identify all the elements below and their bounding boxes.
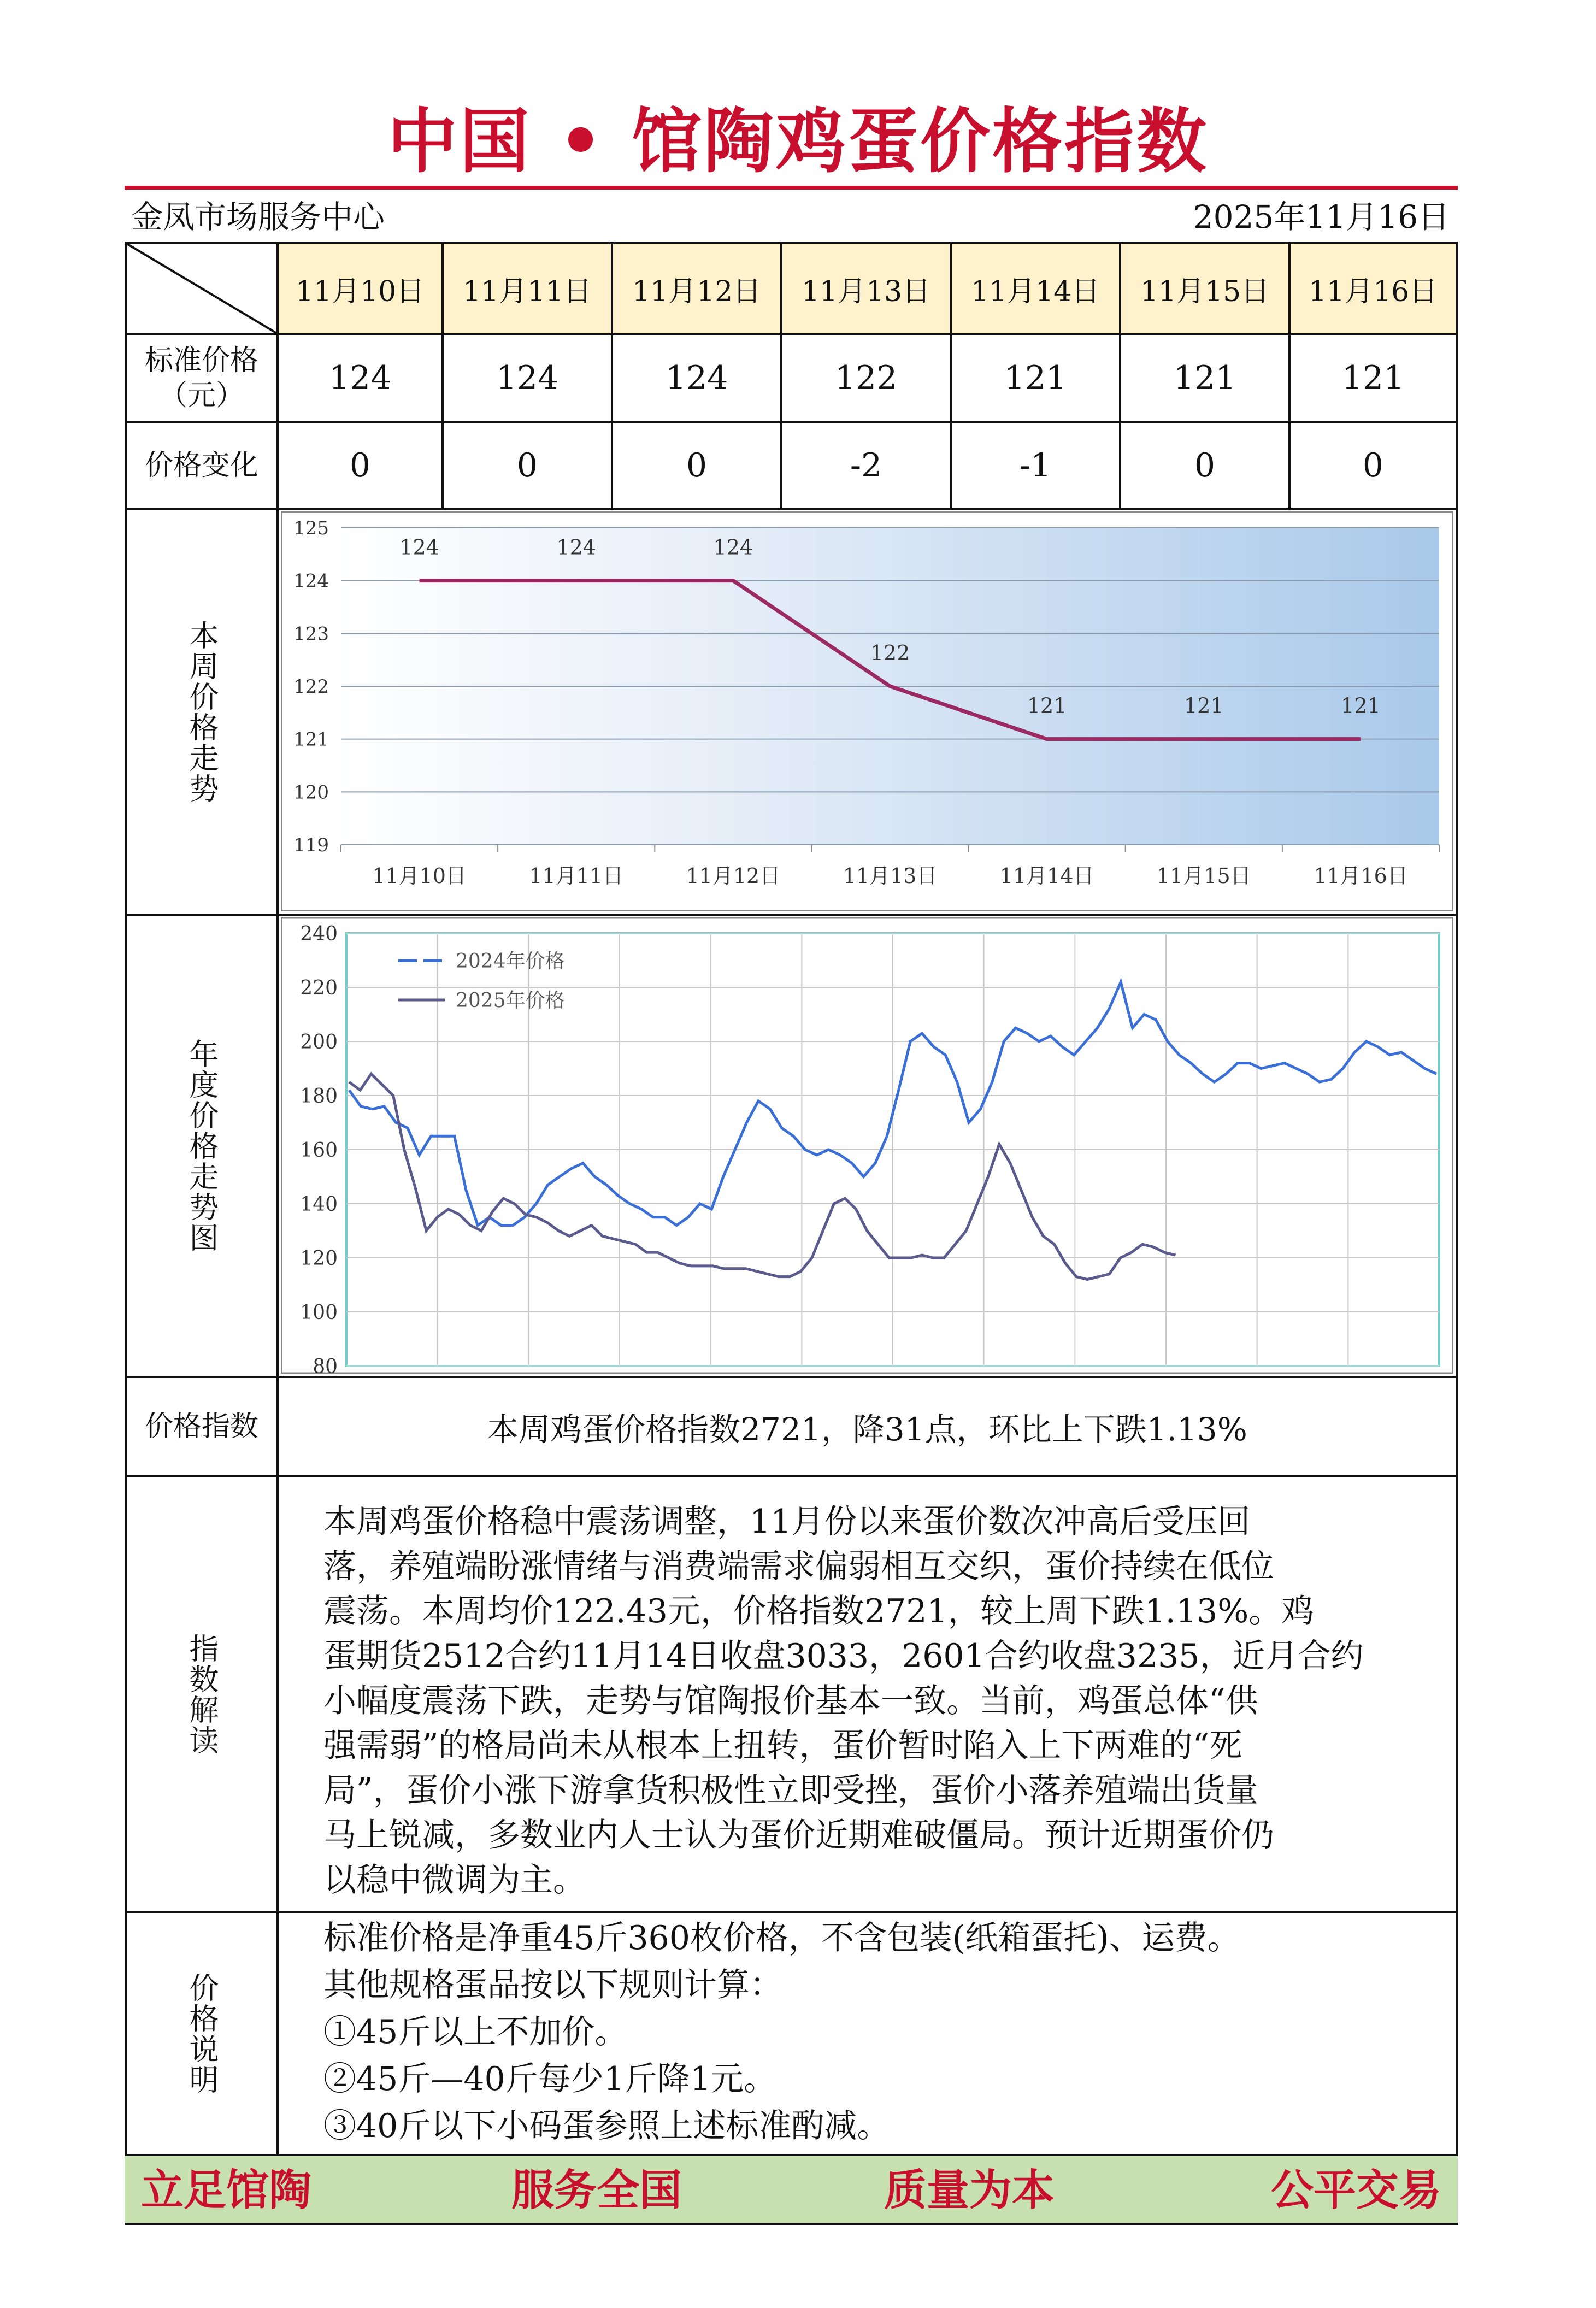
data-label: 121 [1027,693,1067,718]
price-value: 124 [665,359,728,397]
row-divider [125,914,1458,916]
price-value: 121 [1173,359,1236,397]
change-value: 0 [686,446,708,485]
text-line: 标准价格是净重45斤360枚价格，不含包装(纸箱蛋托)、运费。 [323,1919,1240,1957]
corner-diagonal [127,244,279,334]
data-label: 124 [399,535,439,560]
row-divider [125,1911,1458,1913]
x-tick-label: 11月14日 [999,864,1094,888]
change-value: 0 [1362,446,1384,485]
change-label: 价格变化 [144,449,258,482]
weekly-price-chart [281,511,1453,911]
text-line: 强需弱”的格局尚未从根本上扭转，蛋价暂时陷入上下两难的“死 [323,1727,1242,1765]
data-label: 124 [713,535,753,560]
y-tick-label: 220 [300,977,338,999]
data-label: 124 [556,535,596,560]
text-line: 蛋期货2512合约11月14日收盘3033，2601合约收盘3235，近月合约 [323,1637,1364,1675]
y-tick-label: 140 [300,1193,338,1216]
y-tick-label: 120 [293,781,329,804]
legend-label: 2025年价格 [456,990,565,1012]
label-column-divider [276,242,279,2154]
y-tick-label: 180 [300,1085,338,1108]
y-tick-label: 125 [293,517,329,539]
source-name: 金凤市场服务中心 [131,198,385,235]
slogan: 公平交易 [1270,2166,1441,2215]
x-tick-label: 11月10日 [372,864,467,888]
index-label: 价格指数 [144,1410,258,1443]
text-line: 马上锐减，多数业内人士认为蛋价近期难破僵局。预计近期蛋价仍 [323,1816,1274,1854]
date-cell: 11月14日 [970,275,1100,308]
y-tick-label: 100 [300,1302,338,1324]
yearly-price-chart [281,917,1453,1374]
footer-slogans [125,2154,1458,2225]
text-line: 本周鸡蛋价格稳中震荡调整，11月份以来蛋价数次冲高后受压回 [323,1503,1251,1541]
date-cell: 11月11日 [462,275,592,308]
price-value: 121 [1341,359,1405,397]
y-tick-label: 160 [300,1139,338,1162]
text-line: 以稳中微调为主。 [323,1861,586,1899]
row-divider [125,1475,1458,1477]
date-cell: 11月16日 [1308,275,1438,308]
weekly-trend-label: 本周价格走势 [185,620,219,804]
x-tick-label: 11月11日 [529,864,624,888]
date-cell: 11月12日 [632,275,762,308]
price-label: 标准价格（元） [144,344,258,412]
y-tick-label: 80 [313,1356,338,1374]
text-line: 其他规格蛋品按以下规则计算： [323,1966,782,2004]
text-line: ②45斤—40斤每少1斤降1元。 [323,2060,777,2098]
text-line: 局”，蛋价小涨下游拿货积极性立即受挫，蛋价小落养殖端出货量 [323,1771,1258,1810]
analysis-text [323,1499,1438,1903]
price-value: 124 [496,359,559,397]
slogan: 质量为本 [884,2166,1055,2215]
data-label: 121 [1341,693,1381,718]
change-value: 0 [349,446,371,485]
y-tick-label: 120 [300,1247,338,1270]
price-note-label: 价格说明 [185,1973,219,2095]
text-line: 震荡。本周均价122.43元，价格指数2721，较上周下跌1.13%。鸡 [323,1592,1315,1630]
y-tick-label: 200 [300,1031,338,1053]
x-tick-label: 11月16日 [1314,864,1408,888]
change-value: -2 [850,446,882,485]
y-tick-label: 119 [293,834,329,856]
text-line: 落，养殖端盼涨情绪与消费端需求偏弱相互交织，蛋价持续在低位 [323,1547,1274,1586]
y-tick-label: 124 [293,570,329,592]
title-underline [125,186,1458,190]
price-note-text [323,1915,1438,2150]
slogan: 立足馆陶 [141,2166,312,2215]
index-summary: 本周鸡蛋价格指数2721，降31点，环比上下跌1.13% [487,1411,1247,1448]
data-label: 121 [1184,693,1224,718]
date-cell: 11月10日 [295,275,425,308]
row-divider [125,508,1458,510]
text-line: ③40斤以下小码蛋参照上述标准酌减。 [323,2107,890,2145]
price-value: 124 [328,359,392,397]
x-tick-label: 11月12日 [686,864,781,888]
y-tick-label: 123 [293,623,329,645]
date-cell: 11月15日 [1140,275,1270,308]
page-title: 中国 • 馆陶鸡蛋价格指数 [387,101,1209,182]
price-value: 122 [834,359,898,397]
date-cell: 11月13日 [801,275,931,308]
change-value: 0 [1194,446,1216,485]
change-value: -1 [1019,446,1052,485]
price-value: 121 [1004,359,1067,397]
text-line: ①45斤以上不加价。 [323,2013,628,2051]
yearly-trend-label: 年度价格走势图 [185,1039,219,1253]
text-line: 小幅度震荡下跌，走势与馆陶报价基本一致。当前，鸡蛋总体“供 [323,1682,1258,1720]
y-tick-label: 121 [293,728,329,751]
slogan: 服务全国 [511,2166,682,2215]
change-value: 0 [516,446,538,485]
y-tick-label: 240 [300,923,338,945]
y-tick-label: 122 [293,676,329,698]
analysis-label: 指数解读 [185,1633,219,1756]
data-label: 122 [870,641,910,665]
x-tick-label: 11月15日 [1156,864,1251,888]
legend-label: 2024年价格 [456,950,565,973]
x-tick-label: 11月13日 [843,864,938,888]
report-date: 2025年11月16日 [1193,198,1450,235]
